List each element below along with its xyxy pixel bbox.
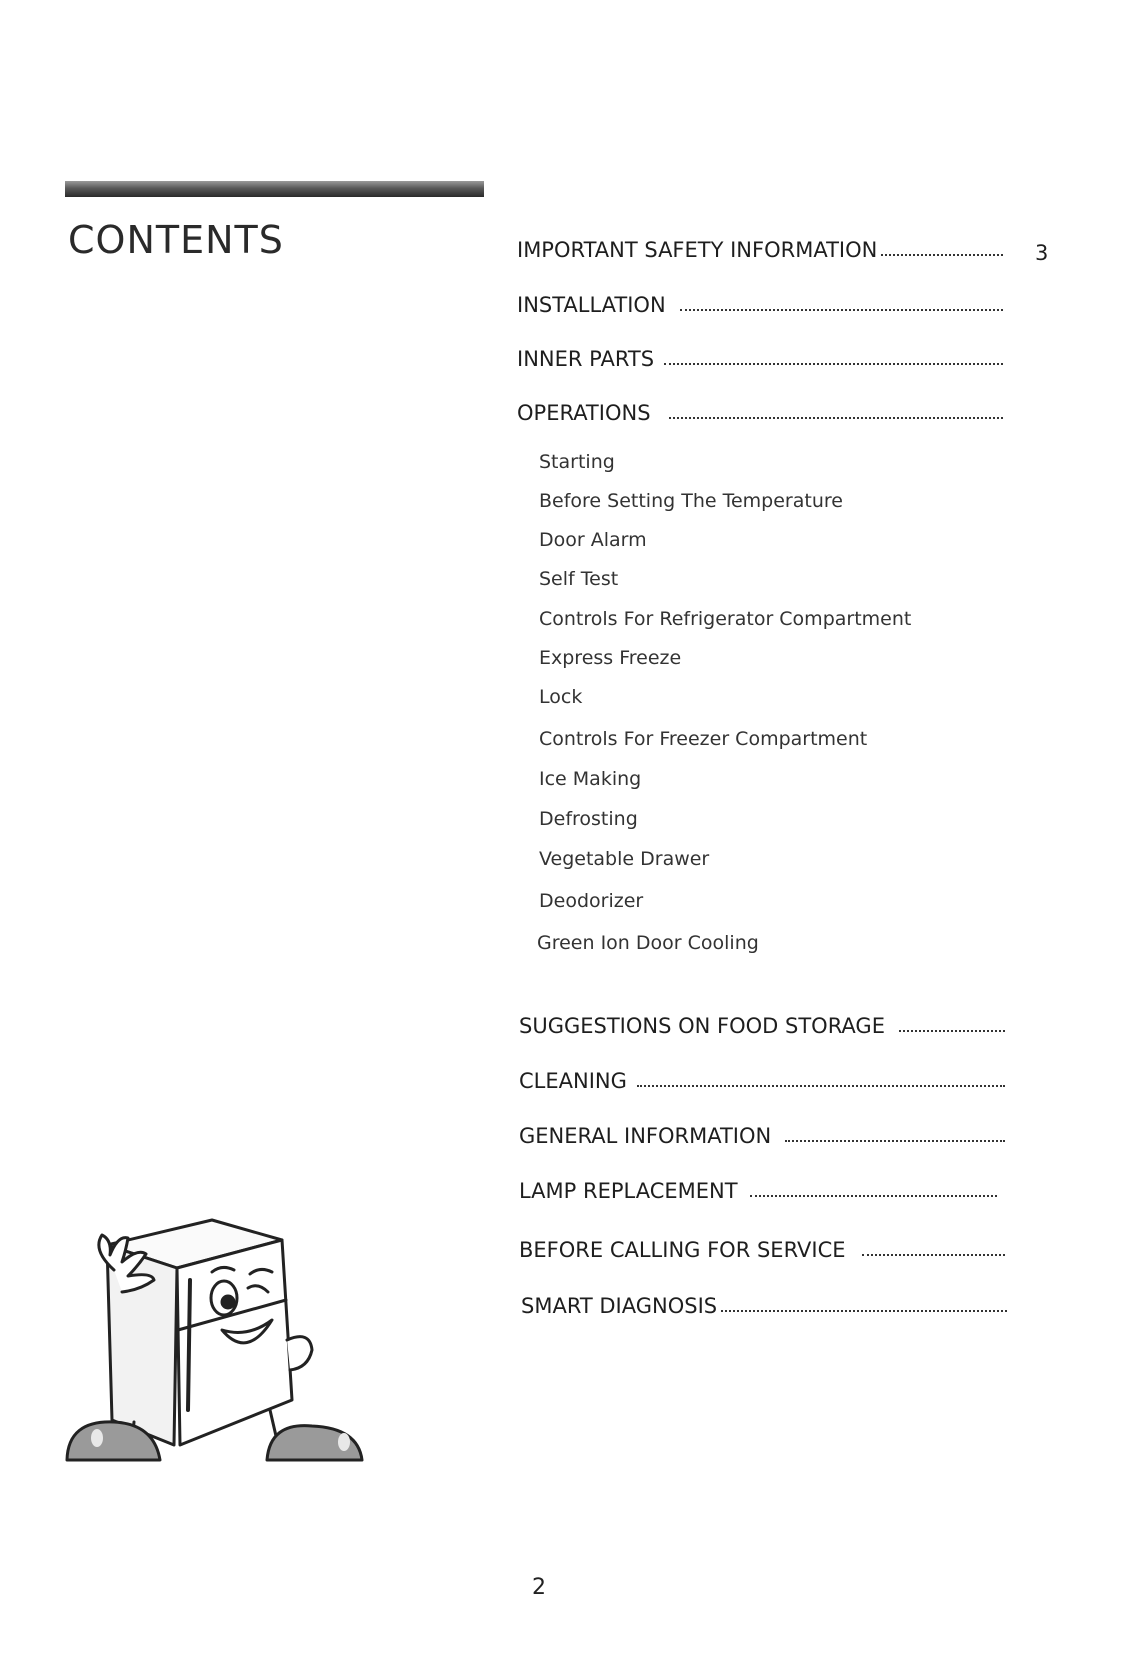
toc-subentry[interactable]: Ice Making bbox=[539, 768, 642, 790]
dot-leader bbox=[637, 1083, 1005, 1087]
toc-entry-before-calling[interactable] bbox=[519, 1230, 1005, 1262]
toc-entry-cleaning[interactable] bbox=[519, 1061, 1005, 1093]
toc-label: LAMP REPLACEMENT bbox=[519, 1179, 738, 1203]
toc-label: CLEANING bbox=[519, 1069, 627, 1093]
toc-subentry[interactable]: Controls For Refrigerator Compartment bbox=[539, 608, 912, 630]
toc-subentry[interactable]: Lock bbox=[539, 686, 583, 708]
dot-leader bbox=[669, 415, 1003, 419]
toc-subentry[interactable]: Door Alarm bbox=[539, 529, 647, 551]
toc-label: BEFORE CALLING FOR SERVICE bbox=[519, 1238, 846, 1262]
dot-leader bbox=[899, 1028, 1005, 1032]
dot-leader bbox=[785, 1138, 1005, 1142]
page-number: 2 bbox=[532, 1575, 546, 1600]
toc-subentry[interactable]: Controls For Freezer Compartment bbox=[539, 728, 868, 750]
dot-leader bbox=[881, 252, 1003, 256]
refrigerator-mascot-illustration bbox=[62, 1210, 392, 1470]
toc-entry-food-storage[interactable] bbox=[519, 1006, 1005, 1038]
toc-label: GENERAL INFORMATION bbox=[519, 1124, 772, 1148]
dot-leader bbox=[750, 1193, 997, 1197]
toc-page-number: 3 bbox=[1035, 241, 1049, 265]
toc-subentry[interactable]: Defrosting bbox=[539, 808, 638, 830]
dot-leader bbox=[664, 361, 1003, 365]
toc-subentry[interactable]: Starting bbox=[539, 451, 615, 473]
toc-subentry[interactable]: Deodorizer bbox=[539, 890, 644, 912]
toc-label: INNER PARTS bbox=[517, 347, 655, 371]
toc-entry-operations[interactable] bbox=[517, 393, 1003, 425]
dot-leader bbox=[862, 1252, 1005, 1256]
toc-subentry[interactable]: Green Ion Door Cooling bbox=[537, 932, 759, 954]
toc-label: OPERATIONS bbox=[517, 401, 651, 425]
page-title: CONTENTS bbox=[68, 218, 284, 262]
toc-subentry[interactable]: Self Test bbox=[539, 568, 619, 590]
toc-subentry[interactable]: Express Freeze bbox=[539, 647, 682, 669]
toc-label: INSTALLATION bbox=[517, 293, 666, 317]
toc-label: IMPORTANT SAFETY INFORMATION bbox=[517, 238, 878, 262]
toc-label: SUGGESTIONS ON FOOD STORAGE bbox=[519, 1014, 885, 1038]
dot-leader bbox=[680, 307, 1003, 311]
toc-entry-inner-parts[interactable] bbox=[517, 339, 1003, 371]
toc-subentry[interactable]: Vegetable Drawer bbox=[539, 848, 710, 870]
toc-entry-general-information[interactable] bbox=[519, 1116, 1005, 1148]
toc-label: SMART DIAGNOSIS bbox=[521, 1294, 718, 1318]
toc-entry-installation[interactable] bbox=[517, 285, 1003, 317]
toc-entry-safety[interactable] bbox=[517, 230, 1003, 262]
toc-subentry[interactable]: Before Setting The Temperature bbox=[539, 490, 843, 512]
toc-entry-lamp-replacement[interactable] bbox=[519, 1171, 997, 1203]
toc-entry-smart-diagnosis[interactable] bbox=[521, 1286, 1007, 1318]
dot-leader bbox=[721, 1308, 1007, 1312]
